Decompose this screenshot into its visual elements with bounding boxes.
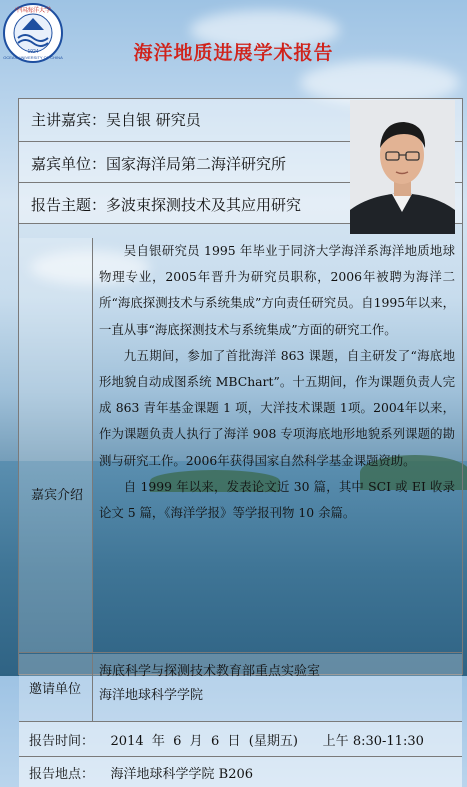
topic-label: 报告主题： bbox=[31, 196, 107, 214]
affiliation-value: 国家海洋局第二海洋研究所 bbox=[106, 155, 287, 173]
speaker-photo bbox=[350, 100, 455, 234]
page-title: 海洋地质进展学术报告 bbox=[133, 42, 334, 64]
intro-label: 嘉宾介绍 bbox=[31, 488, 84, 503]
intro-paragraph: 自 1999 年以来，发表论文近 30 篇，其中 SCI 或 EI 收录论文 5 篇，《海洋学报》等学报刊物 10 余篇。 bbox=[99, 478, 455, 521]
svg-text:1924: 1924 bbox=[27, 49, 39, 55]
inviter-row bbox=[19, 654, 462, 722]
inviter-line: 海洋地球科学学院 bbox=[99, 688, 204, 703]
speaker-introduction bbox=[19, 238, 462, 653]
report-place: 报告地点： 海洋地球科学学院 B206 bbox=[29, 767, 254, 782]
place-row bbox=[19, 757, 462, 787]
report-time: 报告时间： 2014 年 6 月 6 日 (星期五) 上午 8:30-11:30 bbox=[29, 734, 424, 749]
svg-text:中国海洋大学: 中国海洋大学 bbox=[14, 8, 52, 14]
speaker-name: 吴自银 研究员 bbox=[106, 111, 201, 129]
inviter-line: 海底科学与探测技术教育部重点实验室 bbox=[99, 664, 321, 679]
inviter-label: 邀请单位 bbox=[29, 682, 82, 697]
time-row bbox=[19, 722, 462, 757]
affiliation-label: 嘉宾单位： bbox=[31, 155, 107, 173]
topic-value: 多波束探测技术及其应用研究 bbox=[106, 196, 302, 214]
intro-paragraph: 吴自银研究员 1995 年毕业于同济大学海洋系海洋地质地球物理专业，2005年晋升为研究员职称，2006年被聘为海洋二所“海底探测技术与系统集成”方向责任研究员。自1995年以来，一直从事“海底探测技术与系统集成”方面的研究工作。 bbox=[99, 243, 455, 337]
speaker-label: 主讲嘉宾： bbox=[31, 111, 107, 129]
svg-text:OCEAN UNIVERSITY OF CHINA: OCEAN UNIVERSITY OF CHINA bbox=[3, 55, 63, 60]
intro-paragraph: 九五期间，参加了首批海洋 863 课题，自主研发了“海底地形地貌自动成图系统 MBChart”。十五期间，作为课题负责人完成 863 青年基金课题 1 项，大洋技术课题 1项。2004年以来，作为课题负责人执行了海洋 908 专项海底地形地貌系列课题的勘测与研究工作。2006年获得国家自然科学基金课题资助。 bbox=[99, 347, 455, 468]
announcement-table bbox=[18, 98, 463, 782]
